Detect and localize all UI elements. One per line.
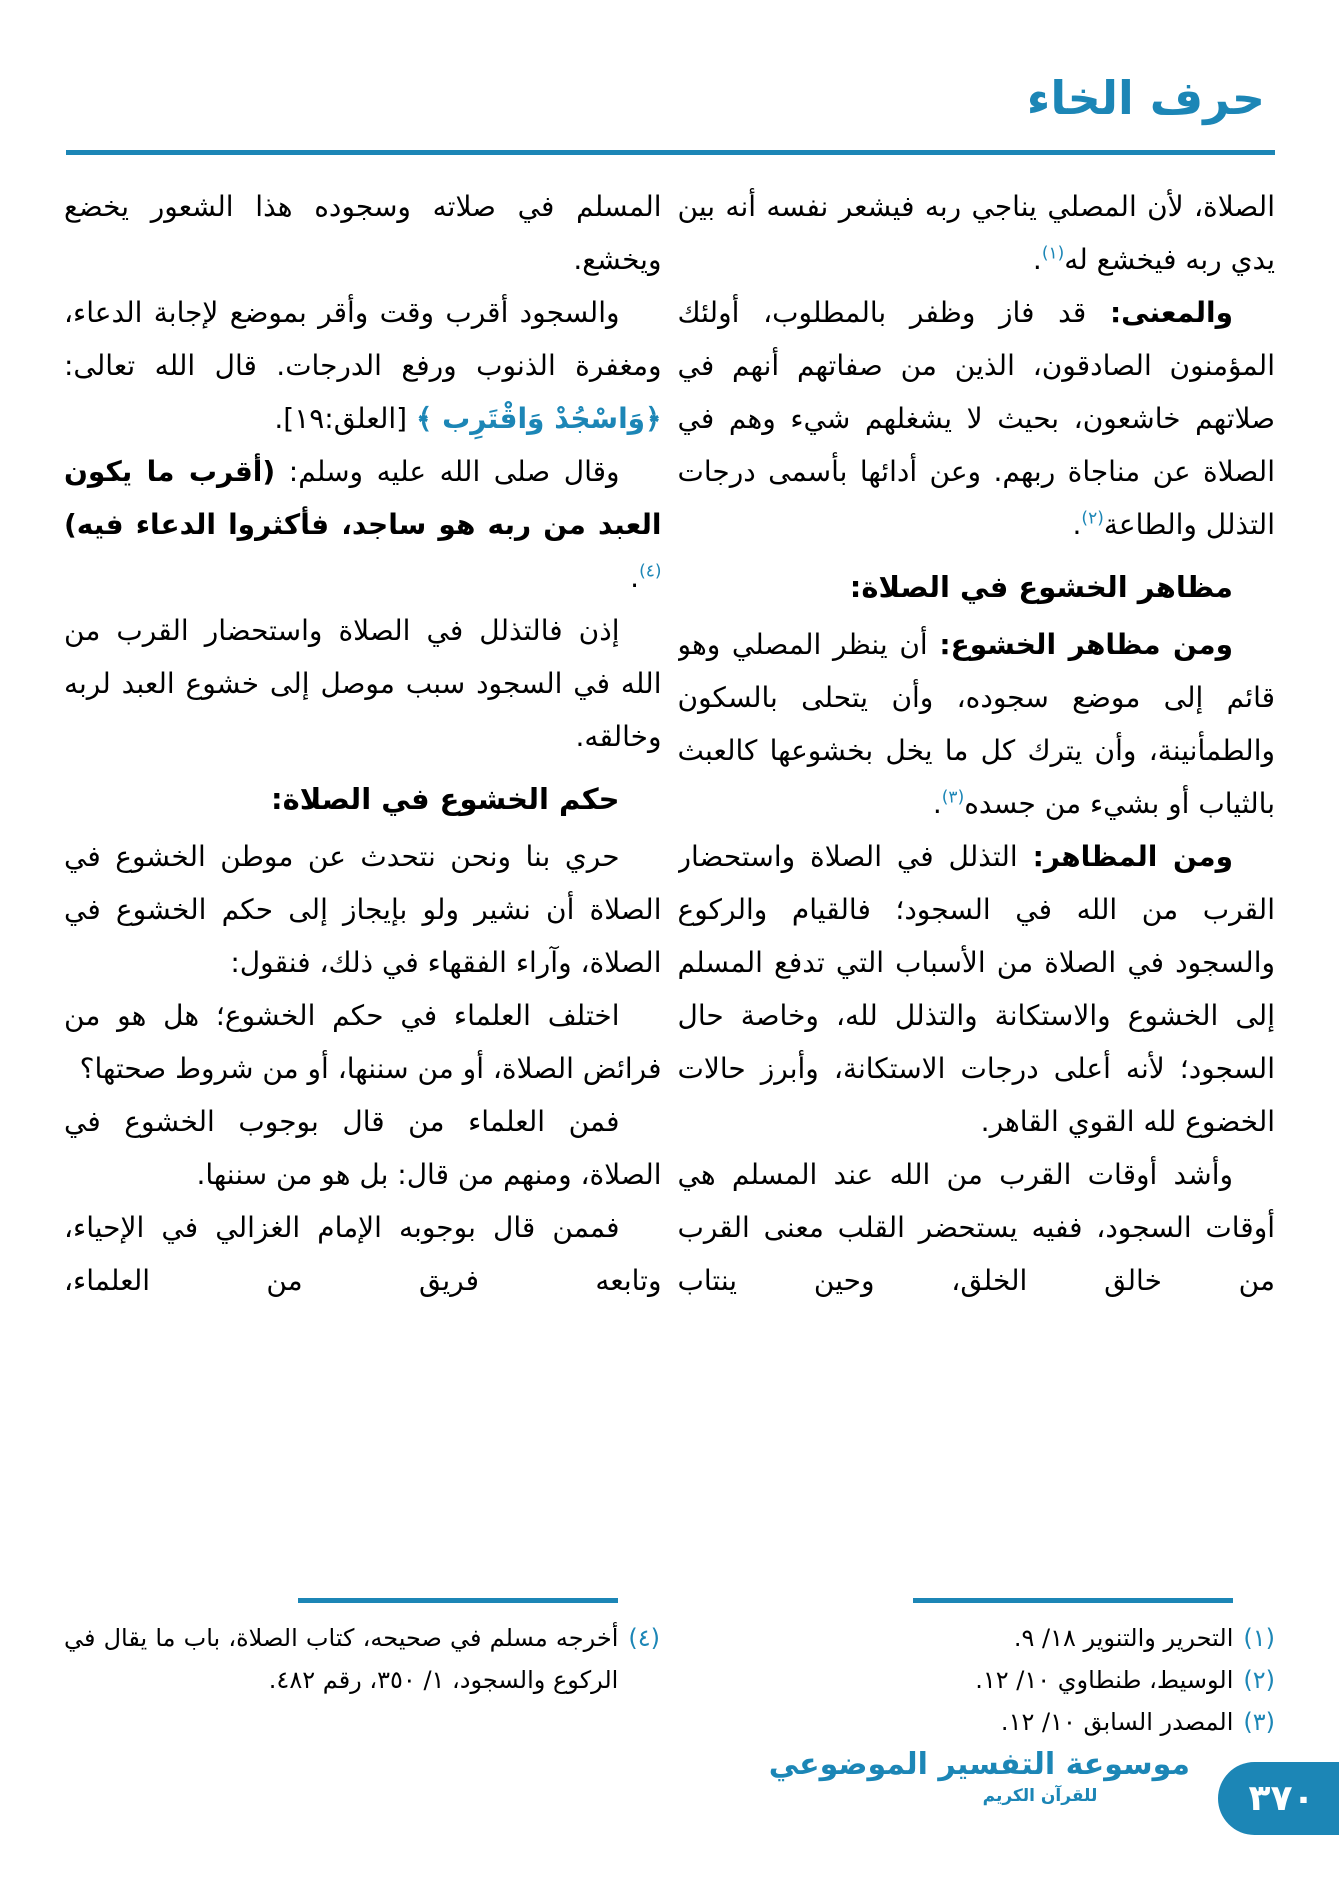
footnotes-left <box>64 1598 660 1701</box>
footnote-number: (٤) <box>628 1624 660 1652</box>
column-left <box>64 180 662 1592</box>
footnote-ref-marker: (٣) <box>941 787 965 808</box>
text-run: . <box>1072 508 1082 541</box>
text-columns <box>64 180 1275 1592</box>
body-paragraph <box>678 1148 1276 1307</box>
footnote-ref-marker: (١) <box>1041 243 1065 264</box>
body-paragraph <box>64 445 662 604</box>
text-run: حكم الخشوع في الصلاة: <box>271 782 620 816</box>
body-paragraph <box>678 286 1276 551</box>
footnote-list-left <box>64 1617 660 1701</box>
text-run: . <box>630 561 640 594</box>
footnote-list-right <box>679 1617 1275 1743</box>
footnote-text: التحرير والتنوير ١٨/ ٩. <box>1013 1624 1234 1652</box>
text-run: . <box>932 787 942 820</box>
body-paragraph <box>64 830 662 989</box>
footnote-ref-marker: (٢) <box>1081 508 1104 529</box>
footnote-item <box>679 1701 1275 1743</box>
text-run: حري بنا ونحن نتحدث عن موطن الخشوع في الصلاة أن نشير ولو بإيجاز إلى حكم الخشوع في الصلاة، وآراء الفقهاء في ذلك، فنقول: <box>64 840 662 979</box>
column-right <box>678 180 1276 1592</box>
text-run: ومن مظاهر الخشوع: <box>939 628 1233 661</box>
footnote-ref-marker: (٤) <box>639 561 662 582</box>
section-heading <box>64 773 662 826</box>
body-paragraph <box>64 989 662 1095</box>
footnotes-right <box>679 1598 1275 1743</box>
page-number: ٣٧٠ <box>1248 1778 1315 1819</box>
footnote-item <box>679 1659 1275 1701</box>
publisher-logo <box>768 1747 1190 1806</box>
text-run: والسجود أقرب وقت وأقر بموضع لإجابة الدعاء، ومغفرة الذنوب ورفع الدرجات. قال الله تعالى: <box>64 296 662 382</box>
text-run: مظاهر الخشوع في الصلاة: <box>849 570 1233 604</box>
logo-title-text: موسوعة التفسير الموضوعي <box>768 1747 1190 1782</box>
page-number-badge <box>1218 1762 1339 1835</box>
text-run: اختلف العلماء في حكم الخشوع؛ هل هو من فرائض الصلاة، أو من سننها، أو من شروط صحتها؟ <box>64 999 662 1085</box>
text-run: وأشد أوقات القرب من الله عند المسلم هي أوقات السجود، ففيه يستحضر القلب معنى القرب من خالق الخلق، وحين ينتاب <box>677 1158 1275 1297</box>
footnote-text: أخرجه مسلم في صحيحه، كتاب الصلاة، باب ما يقال في الركوع والسجود، ١/ ٣٥٠، رقم ٤٨٢. <box>64 1624 619 1694</box>
text-run: الصلاة، لأن المصلي يناجي ربه فيشعر نفسه أنه بين يدي ربه فيخشع له <box>677 190 1275 276</box>
text-run: (أقرب ما يكون العبد من ربه هو ساجد، فأكثروا الدعاء فيه) <box>64 455 662 541</box>
header-divider-rule <box>66 150 1275 155</box>
footnote-item <box>679 1617 1275 1659</box>
body-paragraph <box>678 180 1276 286</box>
text-run: التذلل في الصلاة واستحضار القرب من الله في السجود؛ فالقيام والركوع والسجود في الصلاة من الأسباب التي تدفع المسلم إلى الخشوع والاستكانة والتذلل لله، وخاصة حال السجود؛ لأنه أعلى درجات الاستكانة، وأبرز حالات الخضوع لله القوي القاهر. <box>677 840 1275 1138</box>
footnote-item <box>64 1617 660 1701</box>
footnote-number: (٢) <box>1243 1666 1275 1694</box>
text-run: إذن فالتذلل في الصلاة واستحضار القرب من الله في السجود سبب موصل إلى خشوع العبد لربه وخالقه. <box>64 614 662 753</box>
footnote-separator-rule <box>298 1598 618 1603</box>
text-run: وقال صلى الله عليه وسلم: <box>275 455 620 488</box>
body-paragraph <box>64 1201 662 1307</box>
footnote-text: الوسيط، طنطاوي ١٠/ ١٢. <box>975 1666 1234 1694</box>
text-run: [العلق:١٩]. <box>274 402 416 435</box>
footnote-separator-rule <box>913 1598 1233 1603</box>
text-run: فممن قال بوجوبه الإمام الغزالي في الإحياء، وتابعه فريق من العلماء، <box>64 1211 662 1297</box>
body-paragraph <box>64 180 662 286</box>
body-paragraph <box>64 1095 662 1201</box>
text-run: ومن المظاهر: <box>1032 840 1233 873</box>
logo-subtitle-text: للقرآن الكريم <box>982 1785 1098 1806</box>
chapter-letter-title: حرف الخاء <box>1026 71 1265 125</box>
text-run: قد فاز وظفر بالمطلوب، أولئك المؤمنون الصادقون، الذين من صفاتهم أنهم في صلاتهم خاشعون، بحيث لا يشغلهم شيء وهم في الصلاة عن مناجاة ربهم. وعن أدائها بأسمى درجات التذلل والطاعة <box>677 296 1275 541</box>
body-paragraph <box>64 286 662 445</box>
body-paragraph <box>678 618 1276 830</box>
section-heading <box>678 561 1276 614</box>
body-paragraph <box>678 830 1276 1148</box>
text-run: أن ينظر المصلي وهو قائم إلى موضع سجوده، وأن يتحلى بالسكون والطمأنينة، وأن يترك كل ما يخل بخشوعها كالعبث بالثياب أو بشيء من جسده <box>677 628 1275 820</box>
text-run: فمن العلماء من قال بوجوب الخشوع في الصلاة، ومنهم من قال: بل هو من سننها. <box>64 1105 662 1191</box>
quran-verse: ﴿وَاسْجُدْ وَاقْتَرِب ﴾ <box>415 402 662 435</box>
text-run: والمعنى: <box>1109 296 1233 329</box>
footnote-number: (٣) <box>1243 1708 1275 1736</box>
footnote-text: المصدر السابق ١٠/ ١٢. <box>1000 1708 1234 1736</box>
body-paragraph <box>64 604 662 763</box>
text-run: . <box>1032 243 1042 276</box>
text-run: المسلم في صلاته وسجوده هذا الشعور يخضع ويخشع. <box>64 190 662 276</box>
footnote-number: (١) <box>1243 1624 1275 1652</box>
